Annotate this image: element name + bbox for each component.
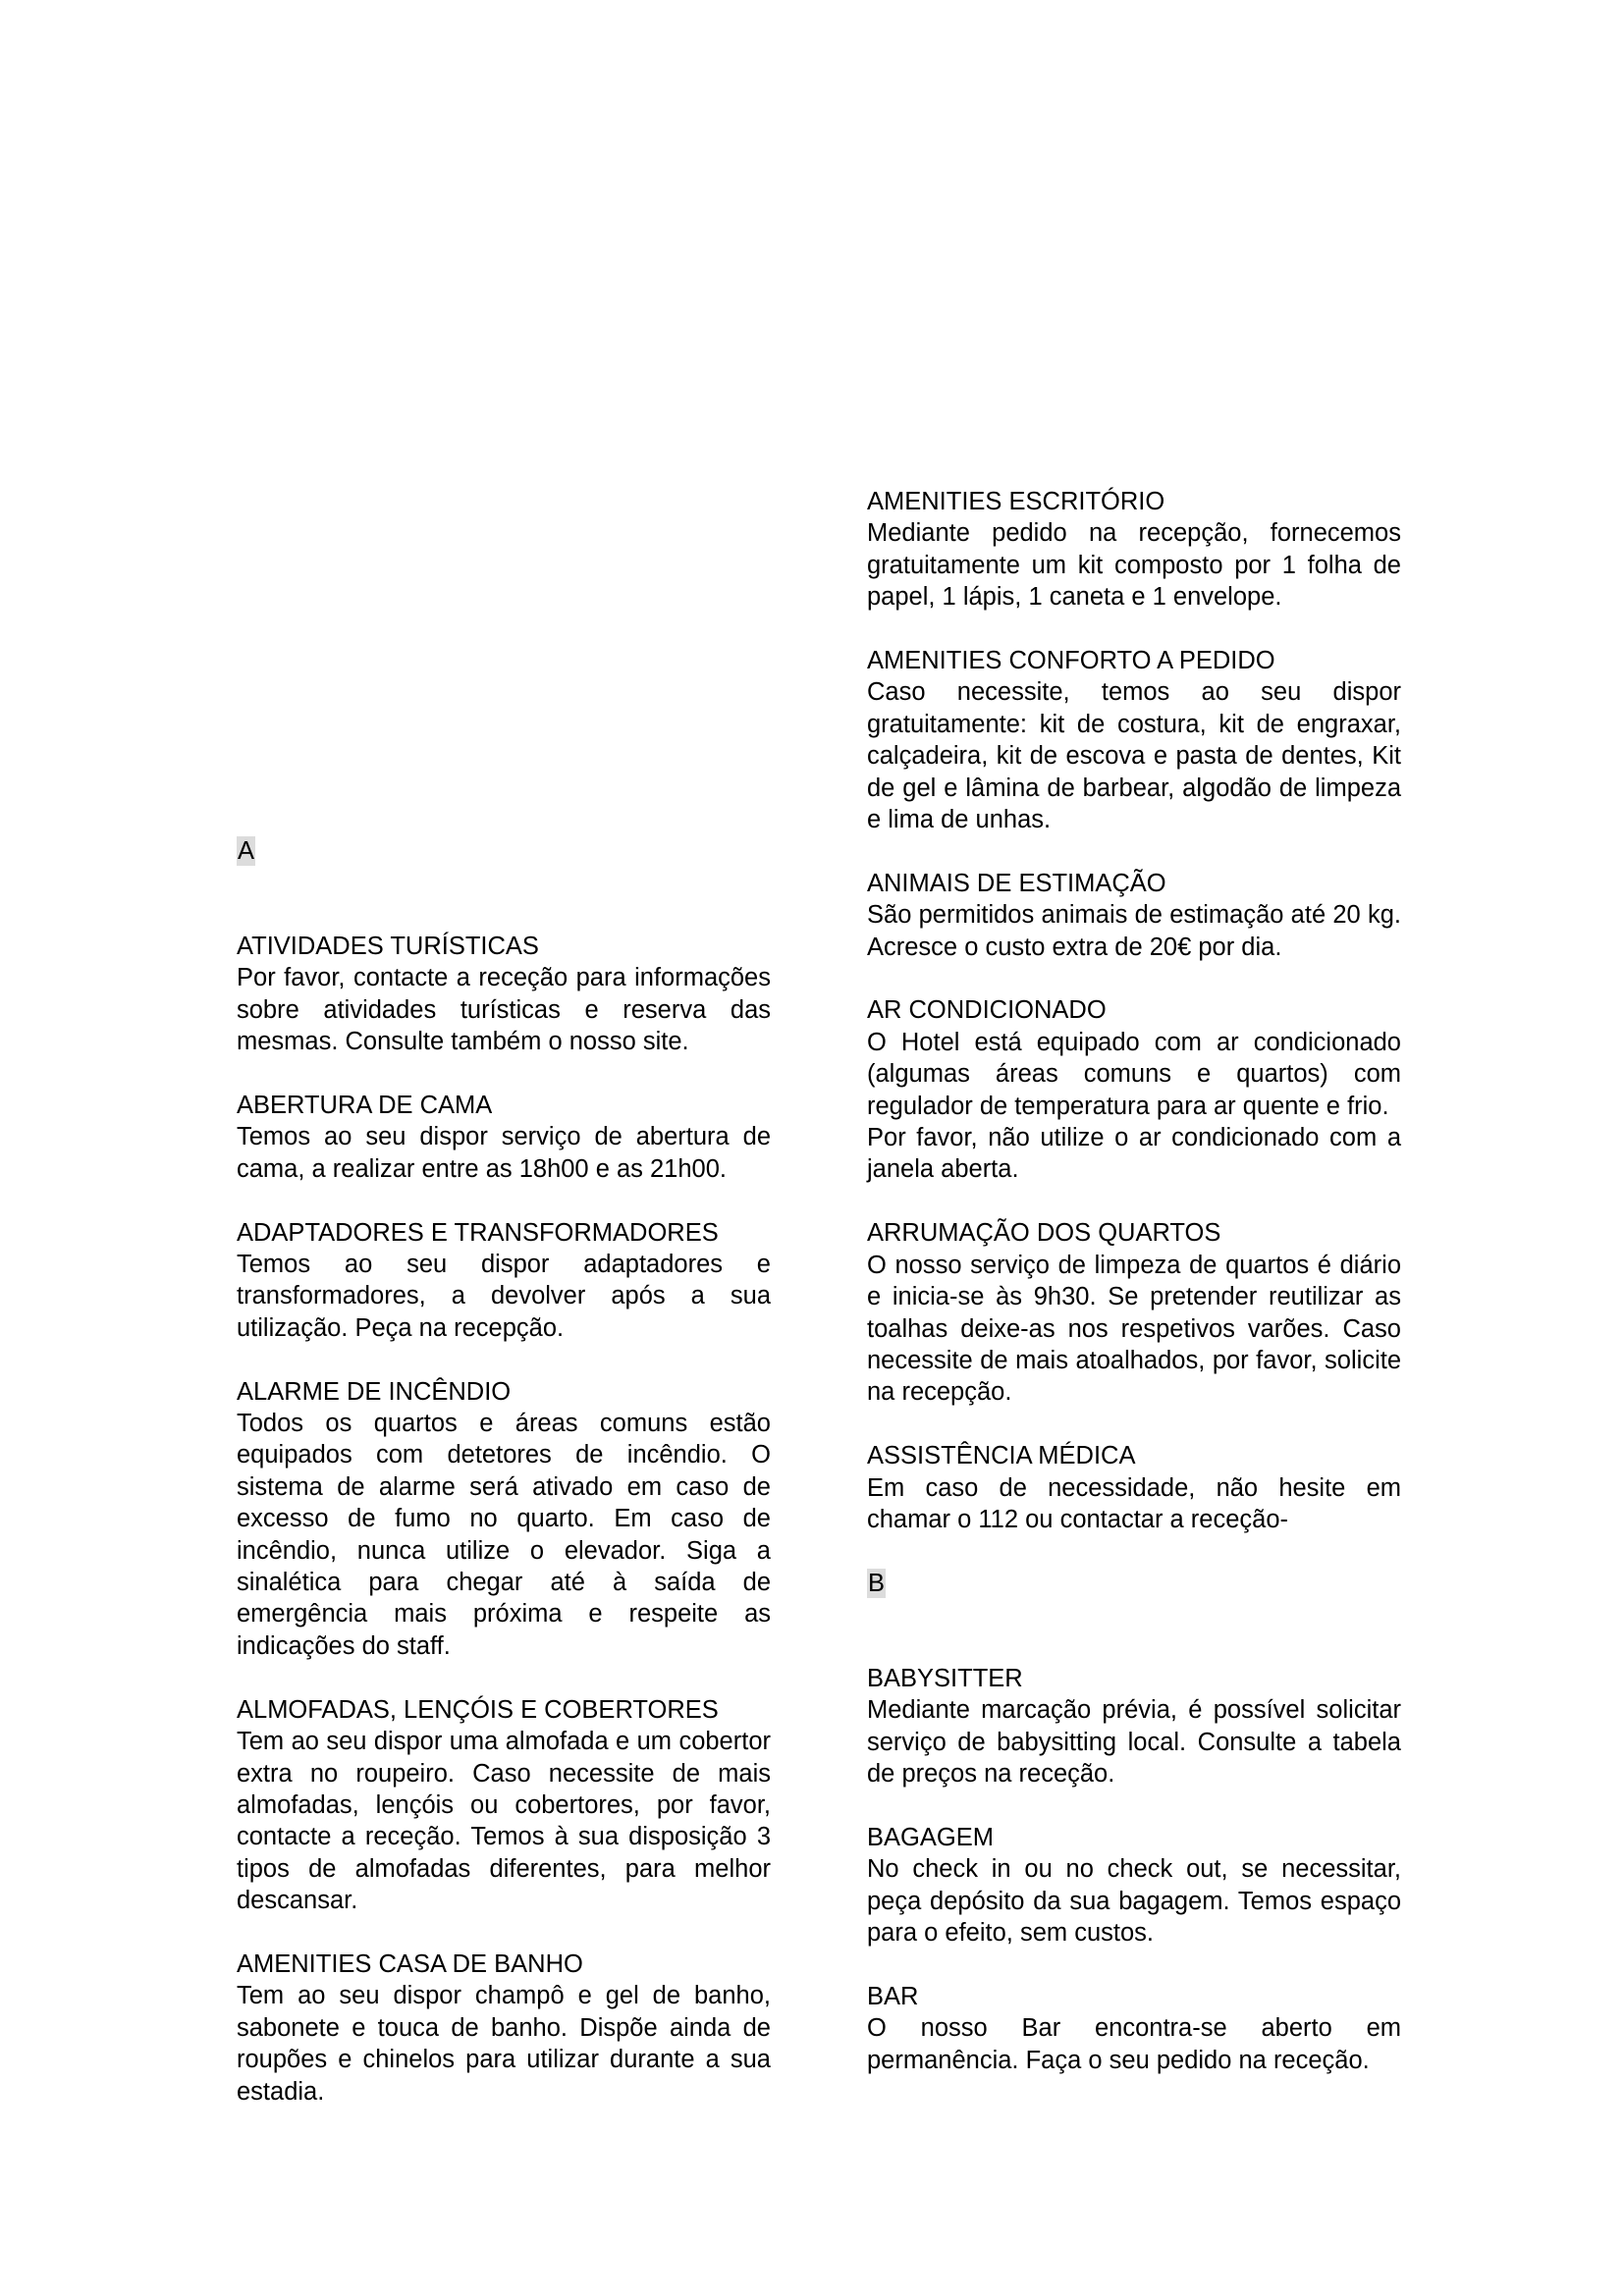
entry-bar: [867, 1981, 1401, 2076]
entry-paragraph: Em caso de necessidade, não hesite em chamar o 112 ou contactar a receção-: [867, 1473, 1401, 1533]
entry-atividades-turisticas: [237, 931, 771, 1058]
entry-assistencia-medica: [867, 1440, 1401, 1535]
entry-paragraph: Tem ao seu dispor champô e gel de banho, sabonete e touca de banho. Dispõe ainda de roupões e chinelos para utilizar durante a sua estadia.: [237, 1982, 771, 2106]
section-letter-a: [237, 835, 771, 931]
entry-body: [867, 1472, 1401, 1536]
entry-ar-condicionado: [867, 994, 1401, 1185]
entry-body: [867, 1694, 1401, 1789]
entry-title: AMENITIES ESCRITÓRIO: [867, 488, 1165, 515]
entry-paragraph: Mediante marcação prévia, é possível solicitar serviço de babysitting local. Consulte a tabela de preços na receção.: [867, 1696, 1401, 1788]
entry-paragraph: No check in ou no check out, se necessitar, peça depósito da sua bagagem. Temos espaço para o efeito, sem custos.: [867, 1855, 1401, 1947]
entry-title: ADAPTADORES E TRANSFORMADORES: [237, 1218, 719, 1247]
entry-title: AMENITIES CASA DE BANHO: [237, 1949, 583, 1978]
entry-alarme-de-incendio: [237, 1376, 771, 1663]
entry-paragraph: Temos ao seu dispor adaptadores e transformadores, a devolver após a sua utilização. Peça na recepção.: [237, 1251, 771, 1342]
entry-paragraph: Mediante pedido na recepção, fornecemos gratuitamente um kit composto por 1 folha de papel, 1 lápis, 1 caneta e 1 envelope.: [867, 519, 1401, 612]
section-letter-label: B: [868, 1569, 886, 1597]
entry-title: BAR: [867, 1982, 919, 2010]
entry-amenities-escritorio: [867, 486, 1401, 614]
entry-title: ALMOFADAS, LENÇÓIS E COBERTORES: [237, 1695, 719, 1724]
entry-animais-de-estimacao: [867, 868, 1401, 963]
entry-body: [867, 1027, 1401, 1186]
entry-paragraph: Por favor, contacte a receção para informações sobre atividades turísticas e reserva das mesmas. Consulte também o nosso site.: [237, 964, 771, 1056]
entry-paragraph: Todos os quartos e áreas comuns estão equipados com detetores de incêndio. O sistema de alarme será ativado em caso de excesso de fumo no quarto. Em caso de incêndio, nunca utilize o elevador. Siga a sinalética para chegar até à saída de emergência mais próxima e respeite as indicações do staff.: [237, 1410, 771, 1660]
entry-body: [237, 1121, 771, 1185]
entry-body: [237, 1980, 771, 2108]
section-letter-b: [867, 1568, 1401, 1663]
entry-body: [867, 1853, 1401, 1949]
entry-title: ANIMAIS DE ESTIMAÇÃO: [867, 869, 1166, 897]
entry-body: [867, 1250, 1401, 1409]
entry-paragraph: Caso necessite, temos ao seu dispor gratuitamente: kit de costura, kit de engraxar, calçadeira, kit de escova e pasta de dentes, Kit de gel e lâmina de barbear, algodão de limpeza e lima de unhas.: [867, 678, 1401, 834]
entry-babysitter: [867, 1663, 1401, 1790]
entry-body: [867, 899, 1401, 963]
entry-amenities-casa-de-banho: [237, 1949, 771, 2108]
entry-title: ABERTURA DE CAMA: [237, 1092, 493, 1120]
entry-adaptadores-e-transformadores: [237, 1217, 771, 1345]
entry-amenities-conforto-a-pedido: [867, 645, 1401, 835]
entry-almofadas-lencois-e-cobertores: [237, 1694, 771, 1917]
entry-body: [237, 1249, 771, 1344]
entry-paragraph: Por favor, não utilize o ar condicionado com a janela aberta.: [867, 1124, 1401, 1184]
right-column: [867, 486, 1401, 2108]
entry-body: [237, 1408, 771, 1662]
entry-title: AR CONDICIONADO: [867, 996, 1107, 1025]
left-column: [237, 835, 771, 2139]
entry-paragraph: Temos ao seu dispor serviço de abertura de cama, a realizar entre as 18h00 e as 21h00.: [237, 1123, 771, 1183]
entry-arrumacao-dos-quartos: [867, 1217, 1401, 1408]
entry-body: [867, 2012, 1401, 2076]
entry-body: [237, 1726, 771, 1916]
entry-body: [867, 517, 1401, 613]
entry-paragraph: Tem ao seu dispor uma almofada e um cobertor extra no roupeiro. Caso necessite de mais almofadas, lençóis ou cobertores, por favor, contacte a receção. Temos à sua disposição 3 tipos de almofadas diferentes, para melhor descansar.: [237, 1728, 771, 1915]
entry-paragraph: O nosso serviço de limpeza de quartos é diário e inicia-se às 9h30. Se pretender reutilizar as toalhas deixe-as nos respetivos varões. Caso necessite de mais atoalhados, por favor, solicite na recepção.: [867, 1251, 1401, 1407]
entry-title: ARRUMAÇÃO DOS QUARTOS: [867, 1219, 1221, 1248]
section-letter-label: A: [238, 837, 255, 865]
entry-paragraph: O nosso Bar encontra-se aberto em permanência. Faça o seu pedido na receção.: [867, 2014, 1401, 2074]
entry-abertura-de-cama: [237, 1090, 771, 1185]
entry-paragraph: O Hotel está equipado com ar condicionado (algumas áreas comuns e quartos) com regulador de temperatura para ar quente e frio.: [867, 1028, 1401, 1120]
entry-paragraph: São permitidos animais de estimação até 20 kg. Acresce o custo extra de 20€ por dia.: [867, 901, 1401, 961]
entry-body: [867, 676, 1401, 835]
entry-body: [237, 962, 771, 1057]
entry-title: BABYSITTER: [867, 1664, 1023, 1692]
entry-title: AMENITIES CONFORTO A PEDIDO: [867, 647, 1275, 675]
entry-title: ASSISTÊNCIA MÉDICA: [867, 1442, 1136, 1470]
entry-bagagem: [867, 1822, 1401, 1949]
entry-title: ALARME DE INCÊNDIO: [237, 1377, 512, 1406]
entry-title: ATIVIDADES TURÍSTICAS: [237, 933, 539, 960]
entry-title: BAGAGEM: [867, 1823, 994, 1851]
